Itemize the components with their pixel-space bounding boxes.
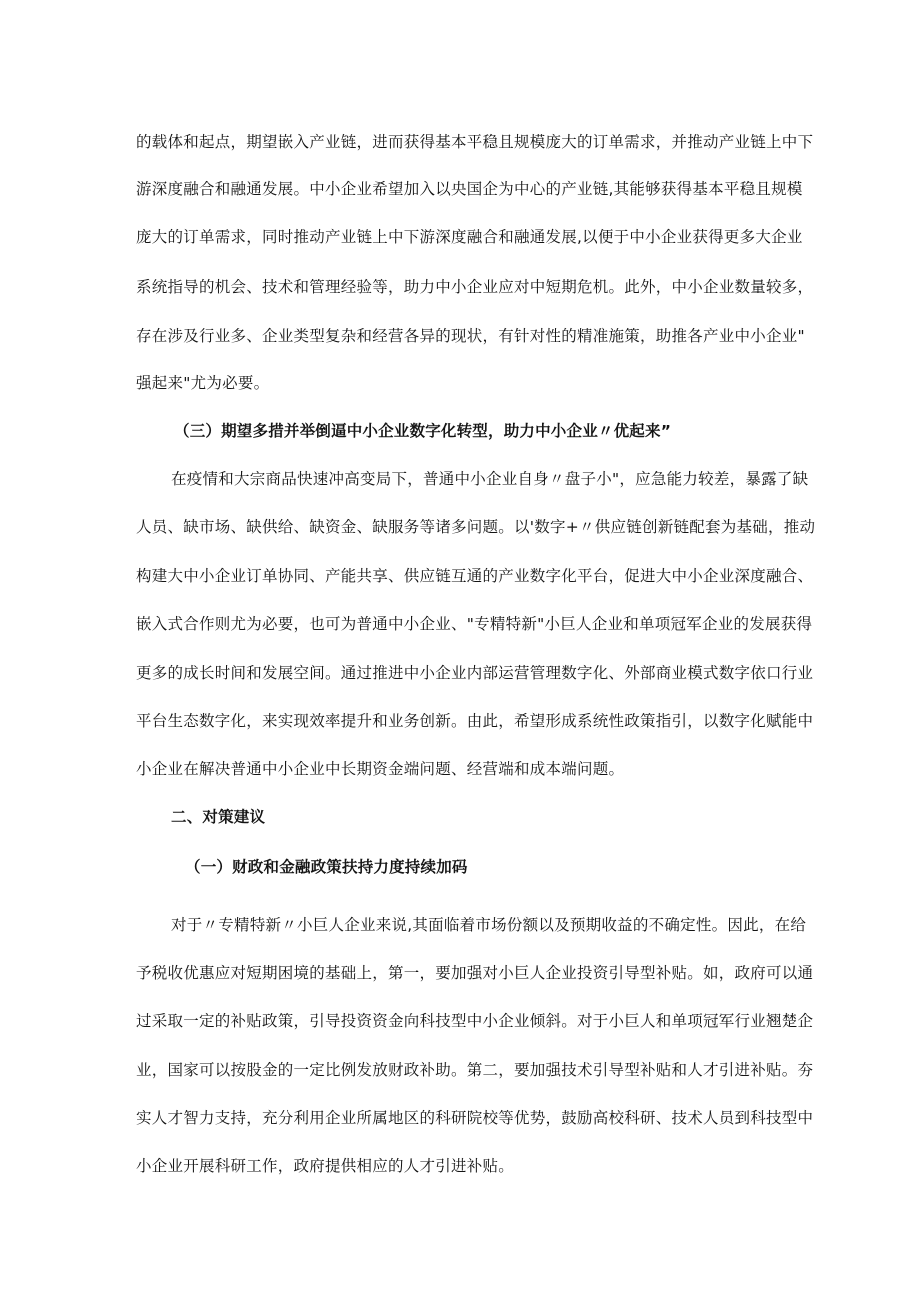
paragraph-line: 庞大的订单需求，同时推动产业链上中下游深度融合和融通发展,以便于中小企业获得更多大企业: [136, 228, 803, 246]
section-heading-main: 二、对策建议: [171, 808, 266, 826]
paragraph-line: 予税收优惠应对短期困境的基础上，第一，要加强对小巨人企业投资引导型补贴。如，政府可以通: [136, 964, 814, 982]
paragraph-line: 存在涉及行业多、企业类型复杂和经营各异的现状，有针对性的精准施策，助推各产业中小企业": [136, 327, 805, 345]
paragraph-line: 小企业在解决普通中小企业中长期资金端问题、经营端和成本端问题。: [136, 760, 625, 778]
paragraph-line: 对于〃专精特新〃小巨人企业来说,其面临着市场份额以及预期收益的不确定性。因此，在给: [171, 916, 807, 934]
paragraph-line: 业，国家可以按股金的一定比例发放财政补助。第二，要加强技术引导型补贴和人才引进补贴。夯: [136, 1061, 814, 1079]
paragraph-line: 系统指导的机会、技术和管理经验等，助力中小企业应对中短期危机。此外，中小企业数量较多，: [136, 278, 814, 296]
paragraph-line: 过采取一定的补贴政策，引导投资资金向科技型中小企业倾斜。对于小巨人和单项冠军行业翘楚企: [136, 1012, 814, 1030]
paragraph-line: 嵌入式合作则尤为必要，也可为普通中小企业、"专精特新"小巨人企业和单项冠军企业的发展获得: [136, 615, 813, 633]
section-heading-3: （三）期望多措并举倒逼中小企业数字化转型，助力中小企业〃优起来”: [174, 422, 672, 440]
paragraph-line: 构建大中小企业订单协同、产能共享、供应链互通的产业数字化平台，促进大中小企业深度融合、: [136, 567, 814, 585]
paragraph-line: 的载体和起点，期望嵌入产业链，进而获得基本平稳且规模庞大的订单需求，并推动产业链上中下: [136, 133, 814, 151]
paragraph-line: 平台生态数字化，来实现效率提升和业务创新。由此，希望形成系统性政策指引，以数字化赋能中: [136, 712, 814, 730]
paragraph-line: 游深度融合和融通发展。中小企业希望加入以央国企为中心的产业链,其能够获得基本平稳且规模: [136, 180, 803, 198]
paragraph-line: 小企业开展科研工作，政府提供相应的人才引进补贴。: [136, 1157, 515, 1175]
paragraph-line: 更多的成长时间和发展空间。通过推进中小企业内部运营管理数字化、外部商业模式数字依口行业: [136, 664, 814, 682]
paragraph-line: 实人才智力支持，充分利用企业所属地区的科研院校等优势，鼓励高校科研、技术人员到科技型中: [136, 1109, 814, 1127]
paragraph-line: 在疫情和大宗商品快速冲高变局下，普通中小企业自身〃盘子小"，应急能力较差，暴露了缺: [171, 470, 809, 488]
paragraph-line: 强起来"尤为必要。: [136, 374, 270, 392]
paragraph-line: 人员、缺市场、缺供给、缺资金、缺服务等诸多问题。以'数字+〃供应链创新链配套为基础，推动: [136, 518, 816, 536]
section-heading-1: （一）财政和金融政策扶持力度持续加码: [185, 858, 468, 876]
